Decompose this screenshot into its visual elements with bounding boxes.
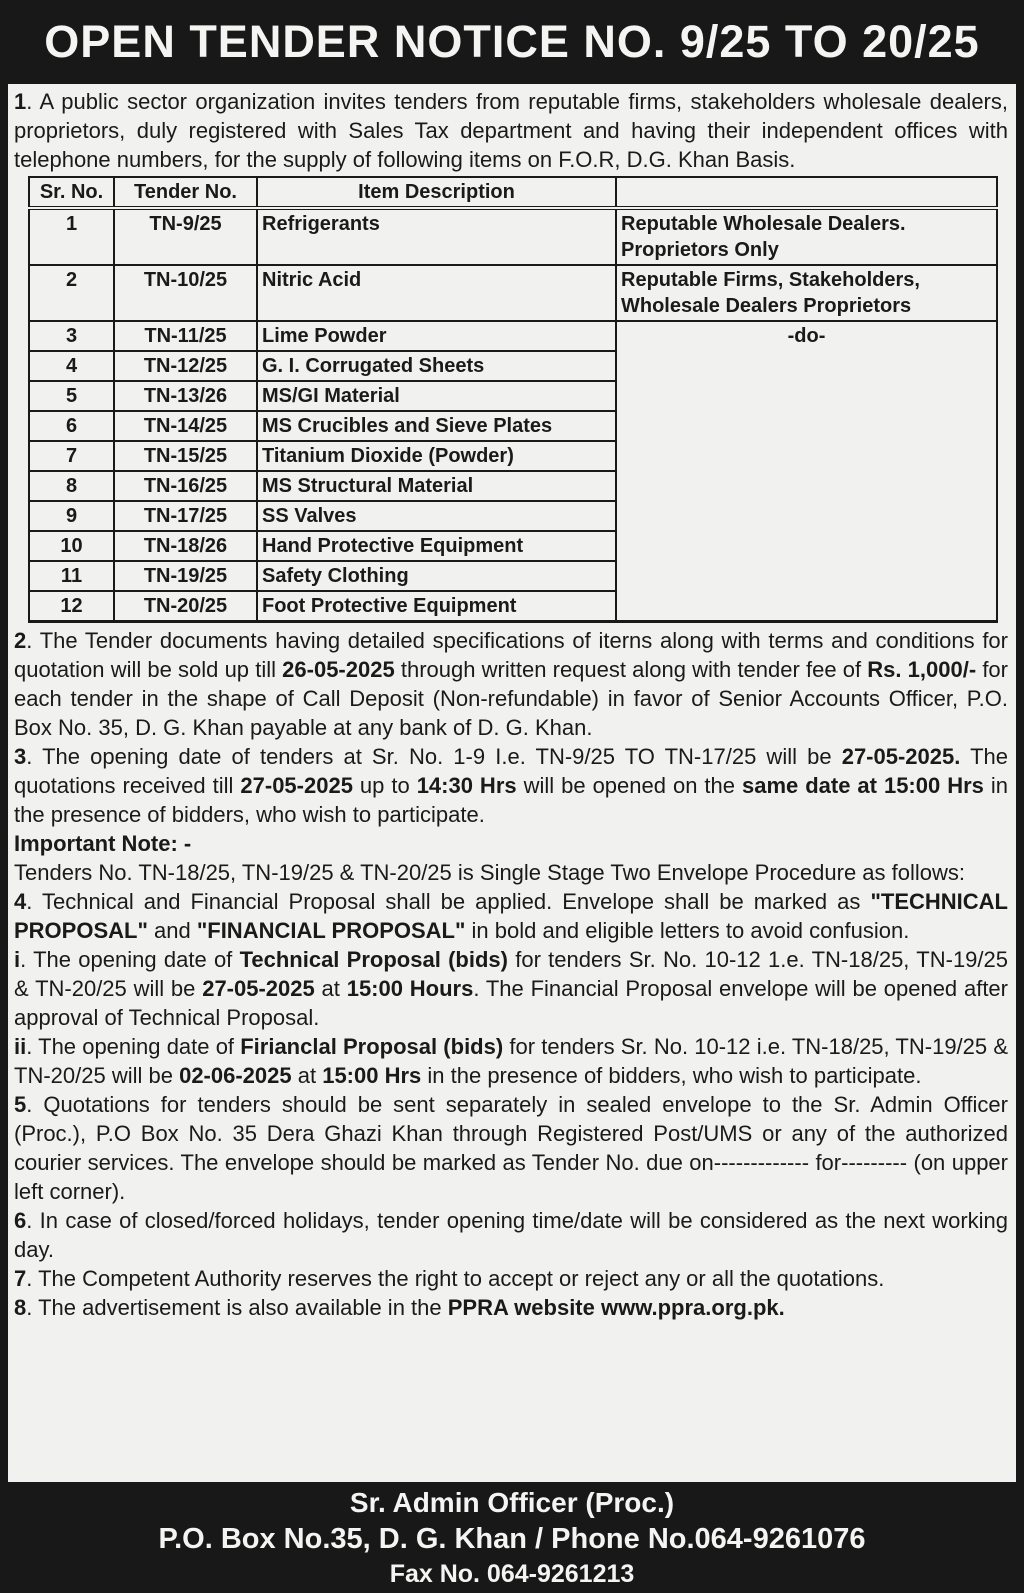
- item-cell: MS Structural Material: [257, 471, 616, 501]
- header-item-description: Item Description: [257, 177, 616, 208]
- para-2: 2. The Tender documents having detailed specifications of iterns along with terms and conditions for quotation will be sold up till 26-05-2025 through written request along with tender fee of Rs. 1,000/- for each tender in the shape of Call Deposit (Non-refundable) in favor of Senior Accounts Officer, P.O. Box No. 35, D. G. Khan payable at any bank of D. G. Khan.: [14, 628, 1008, 740]
- para-3: 3. The opening date of tenders at Sr. No. 1-9 I.e. TN-9/25 TO TN-17/25 will be 27-05-2025. The quotations received till 27-05-2025 up to 14:30 Hrs will be opened on the same date at 15:00 Hrs in the presence of bidders, who wish to participate.: [14, 744, 1008, 827]
- tender-no-cell: TN-15/25: [114, 441, 257, 471]
- para-4: 4. Technical and Financial Proposal shall be applied. Envelope shall be marked as "TECHNICAL PROPOSAL" and "FINANCIAL PROPOSAL" in bold and eligible letters to avoid confusion.: [14, 889, 1008, 943]
- sr-cell: 11: [29, 561, 114, 591]
- sr-cell: 3: [29, 321, 114, 351]
- header-eligibility: [616, 177, 997, 208]
- item-cell: Nitric Acid: [257, 265, 616, 321]
- page-title: OPEN TENDER NOTICE NO. 9/25 TO 20/25: [44, 16, 980, 67]
- header-sr-no: Sr. No.: [29, 177, 114, 208]
- tender-no-cell: TN-10/25: [114, 265, 257, 321]
- sr-cell: 6: [29, 411, 114, 441]
- tender-table: [28, 176, 998, 623]
- sr-cell: 1: [29, 208, 114, 265]
- item-cell: Titanium Dioxide (Powder): [257, 441, 616, 471]
- item-cell: Safety Clothing: [257, 561, 616, 591]
- item-cell: SS Valves: [257, 501, 616, 531]
- tender-no-cell: TN-14/25: [114, 411, 257, 441]
- table-row: [29, 265, 997, 321]
- item-cell: G. I. Corrugated Sheets: [257, 351, 616, 381]
- title-banner: [0, 0, 1024, 84]
- table-row: [29, 208, 997, 265]
- sr-cell: 4: [29, 351, 114, 381]
- tender-no-cell: TN-9/25: [114, 208, 257, 265]
- address-phone-line: P.O. Box No.35, D. G. Khan / Phone No.064-9261076: [158, 1522, 866, 1555]
- item-cell: Foot Protective Equipment: [257, 591, 616, 622]
- sr-cell: 12: [29, 591, 114, 622]
- table-head: [29, 177, 997, 208]
- para-7: 7. The Competent Authority reserves the right to accept or reject any or all the quotations.: [14, 1266, 885, 1291]
- sr-cell: 7: [29, 441, 114, 471]
- para-6: 6. In case of closed/forced holidays, tender opening time/date will be considered as the next working day.: [14, 1208, 1008, 1262]
- item-cell: MS Crucibles and Sieve Plates: [257, 411, 616, 441]
- footer-banner: [0, 1482, 1024, 1593]
- eligibility-cell: Reputable Wholesale Dealers. Proprietors Only: [616, 208, 997, 265]
- tender-table-body: [29, 208, 997, 622]
- fax-line: Fax No. 064-9261213: [389, 1559, 635, 1588]
- tender-no-cell: TN-11/25: [114, 321, 257, 351]
- para-i: i. The opening date of Technical Proposal (bids) for tenders Sr. No. 10-12 1.e. TN-18/25, TN-19/25 & TN-20/25 will be 27-05-2025 at 15:00 Hours. The Financial Proposal envelope will be opened after approval of Technical Proposal.: [14, 947, 1008, 1030]
- tender-no-cell: TN-12/25: [114, 351, 257, 381]
- tender-no-cell: TN-16/25: [114, 471, 257, 501]
- item-cell: Refrigerants: [257, 208, 616, 265]
- sr-cell: 5: [29, 381, 114, 411]
- para-5: 5. Quotations for tenders should be sent separately in sealed envelope to the Sr. Admin Officer (Proc.), P.O Box No. 35 Dera Ghazi Khan through Registered Post/UMS or any of the authorized courier services. The envelope should be marked as Tender No. due on------------- for--------- (on upper left corner).: [14, 1092, 1008, 1204]
- eligibility-cell: Reputable Firms, Stakeholders, Wholesale Dealers Proprietors: [616, 265, 997, 321]
- item-cell: MS/GI Material: [257, 381, 616, 411]
- item-cell: Hand Protective Equipment: [257, 531, 616, 561]
- tender-no-cell: TN-19/25: [114, 561, 257, 591]
- sr-cell: 2: [29, 265, 114, 321]
- para-8: 8. The advertisement is also available in the PPRA website www.ppra.org.pk.: [14, 1295, 785, 1320]
- table-row: [29, 321, 997, 351]
- sr-cell: 10: [29, 531, 114, 561]
- tender-no-cell: TN-13/26: [114, 381, 257, 411]
- para-intro: 1. A public sector organization invites tenders from reputable firms, stakeholders wholesale dealers, proprietors, duly registered with Sales Tax department and having their independent offices with telephone numbers, for the supply of following items on F.O.R, D.G. Khan Basis.: [14, 89, 1008, 172]
- para-ii: ii. The opening date of Firianclal Proposal (bids) for tenders Sr. No. 10-12 i.e. TN-18/25, TN-19/25 & TN-20/25 will be 02-06-2025 at 15:00 Hrs in the presence of bidders, who wish to participate.: [14, 1034, 1008, 1088]
- para-important-note: Important Note: -: [14, 831, 192, 856]
- para-tenders-note: Tenders No. TN-18/25, TN-19/25 & TN-20/25 is Single Stage Two Envelope Procedure as follows:: [14, 860, 965, 885]
- tender-no-cell: TN-18/26: [114, 531, 257, 561]
- signature-line: Sr. Admin Officer (Proc.): [349, 1486, 675, 1518]
- item-cell: Lime Powder: [257, 321, 616, 351]
- sr-cell: 8: [29, 471, 114, 501]
- eligibility-merged-cell: -do-: [616, 321, 997, 622]
- notice-body: [8, 84, 1016, 1482]
- table-header-row: [29, 177, 997, 208]
- sr-cell: 9: [29, 501, 114, 531]
- tender-no-cell: TN-17/25: [114, 501, 257, 531]
- tender-no-cell: TN-20/25: [114, 591, 257, 622]
- header-tender-no: Tender No.: [114, 177, 257, 208]
